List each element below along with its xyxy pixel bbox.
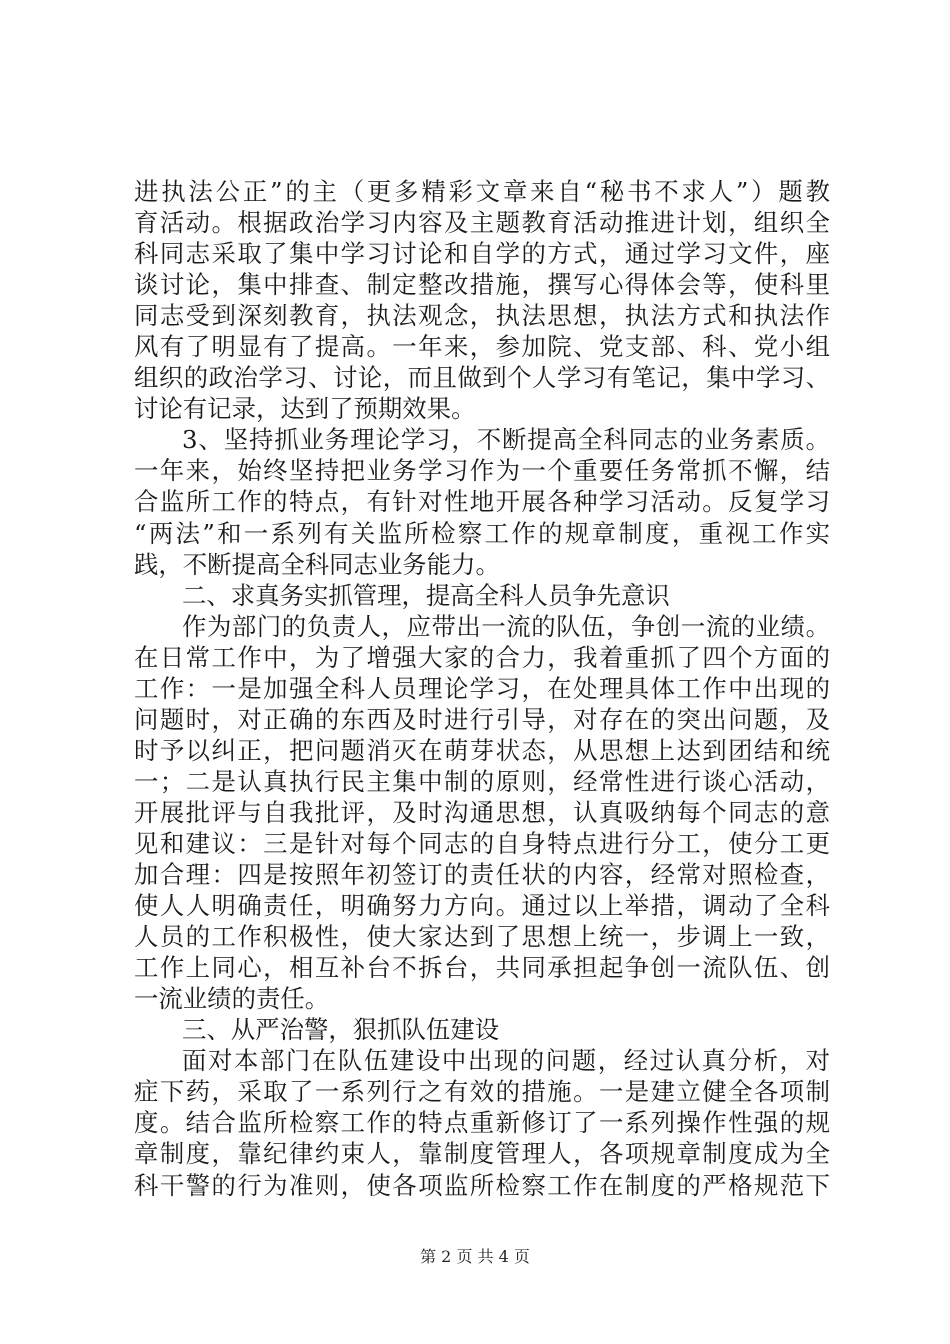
text-line: 进执法公正”的主（更多精彩文章来自“秘书不求人”）题教 [134,177,830,206]
text-line: 开展批评与自我批评，及时沟通思想，认真吸纳每个同志的意 [134,797,830,827]
text-line: 面对本部门在队伍建设中出现的问题，经过认真分析，对 [182,1046,830,1076]
text-line: 人员的工作积极性，使大家达到了思想上统一，步调上一致， [134,922,830,952]
text-line: 使人人明确责任，明确努力方向。通过以上举措，调动了全科 [134,891,830,921]
text-line: 章制度，靠纪律约束人，靠制度管理人，各项规章制度成为全 [134,1139,830,1169]
text-line: 合监所工作的特点，有针对性地开展各种学习活动。反复学习 [134,487,830,517]
section-heading: 三、从严治警，狠抓队伍建设 [182,1015,500,1045]
text-line: 问题时，对正确的东西及时进行引导，对存在的突出问题，及 [134,704,830,734]
text-line: 谈讨论，集中排查、制定整改措施，撰写心得体会等，使科里 [134,270,830,300]
page-number-footer: 第 2 页 共 4 页 [420,1247,530,1266]
text-line: 科干警的行为准则，使各项监所检察工作在制度的严格规范下 [134,1170,830,1200]
text-line: “两法”和一系列有关监所检察工作的规章制度，重视工作实 [134,518,830,548]
text-line: 践，不断提高全科同志业务能力。 [134,549,500,579]
text-line: 风有了明显有了提高。一年来，参加院、党支部、科、党小组 [134,332,830,362]
document-body [134,176,830,1201]
text-line: 3、坚持抓业务理论学习，不断提高全科同志的业务素质。 [182,425,830,455]
text-line: 一年来，始终坚持把业务学习作为一个重要任务常抓不懈，结 [134,456,830,486]
section-heading: 二、求真务实抓管理，提高全科人员争先意识 [182,580,670,610]
text-line: 时予以纠正，把问题消灭在萌芽状态，从思想上达到团结和统 [134,735,830,765]
text-line: 同志受到深刻教育，执法观念，执法思想，执法方式和执法作 [134,301,830,331]
text-line: 在日常工作中，为了增强大家的合力，我着重抓了四个方面的 [134,642,830,672]
text-line: 育活动。根据政治学习内容及主题教育活动推进计划，组织全 [134,208,830,238]
text-line: 一流业绩的责任。 [134,984,330,1014]
text-line: 作为部门的负责人，应带出一流的队伍，争创一流的业绩。 [182,611,830,641]
text-line: 组织的政治学习、讨论，而且做到个人学习有笔记，集中学习、 [134,363,830,393]
text-line: 度。结合监所检察工作的特点重新修订了一系列操作性强的规 [134,1108,830,1138]
text-line: 讨论有记录，达到了预期效果。 [134,394,476,424]
text-line: 一；二是认真执行民主集中制的原则，经常性进行谈心活动， [134,766,830,796]
text-line: 加合理：四是按照年初签订的责任状的内容，经常对照检查， [134,860,830,890]
text-line: 见和建议：三是针对每个同志的自身特点进行分工，使分工更 [134,828,830,858]
text-line: 工作：一是加强全科人员理论学习，在处理具体工作中出现的 [134,673,830,703]
text-line: 科同志采取了集中学习讨论和自学的方式，通过学习文件，座 [134,239,830,269]
text-line: 症下药，采取了一系列行之有效的措施。一是建立健全各项制 [134,1077,830,1107]
text-line: 工作上同心，相互补台不拆台，共同承担起争创一流队伍、创 [134,953,830,983]
